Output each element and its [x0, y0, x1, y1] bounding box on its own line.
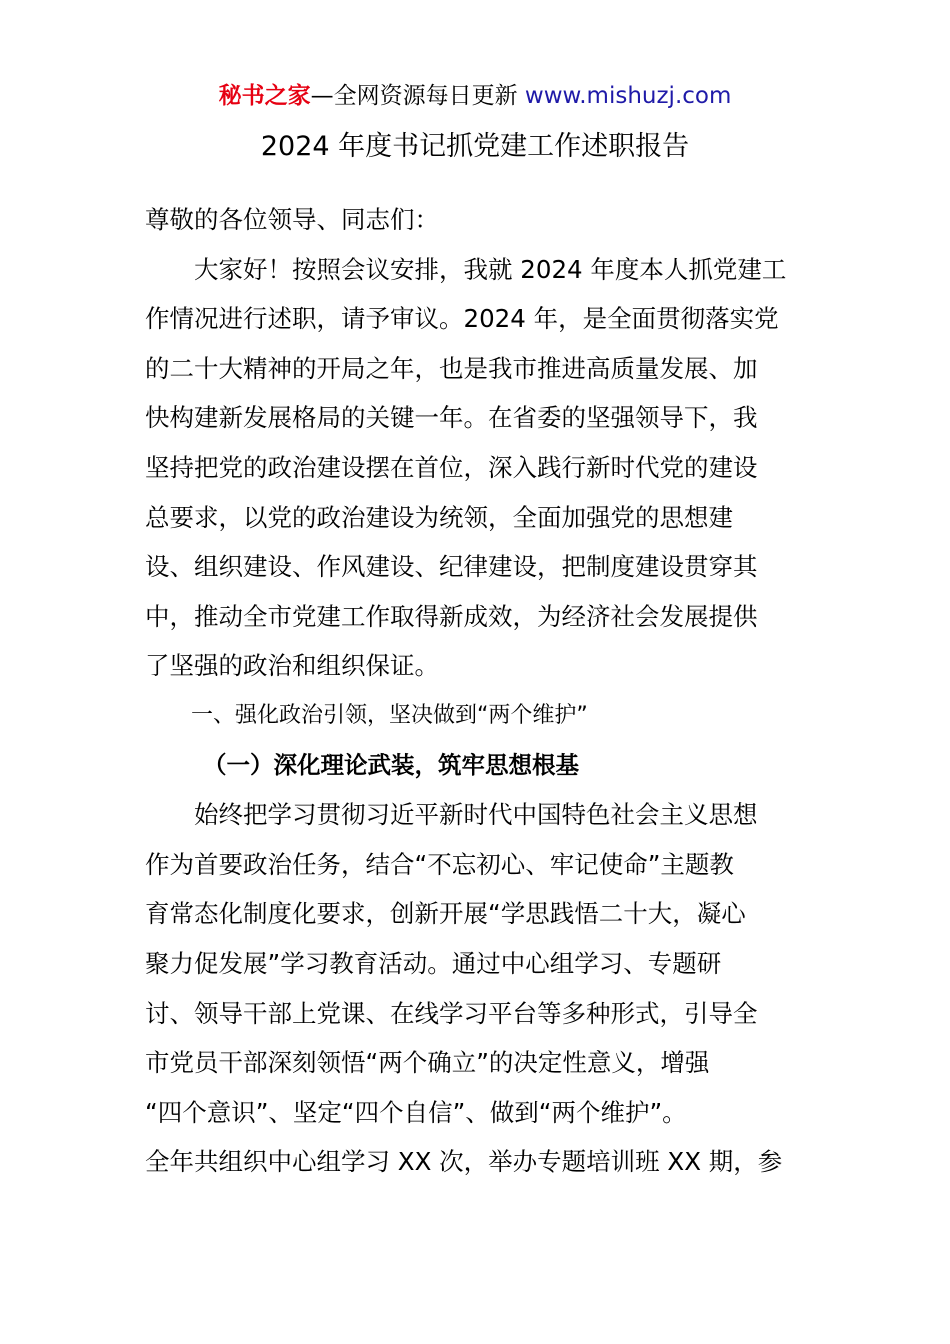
body-line: 中，推动全市党建工作取得新成效，为经济社会发展提供: [145, 601, 758, 631]
document-title: 2024 年度书记抓党建工作述职报告: [260, 131, 690, 162]
site-header: [0, 80, 950, 112]
body-line: 设、组织建设、作风建设、纪律建设，把制度建设贯穿其: [145, 552, 758, 582]
body-line: 作情况进行述职，请予审议。2024 年，是全面贯彻落实党: [145, 304, 779, 334]
body-line: 育常态化制度化要求，创新开展“学思践悟二十大，凝心: [145, 899, 746, 929]
body-line: 全年共组织中心组学习 XX 次，举办专题培训班 XX 期，参: [145, 1147, 783, 1177]
body-line: “四个意识”、坚定“四个自信”、做到“两个维护”。: [145, 1097, 687, 1127]
body-line: 大家好！按照会议安排，我就 2024 年度本人抓党建工: [194, 254, 787, 284]
body-line: 始终把学习贯彻习近平新时代中国特色社会主义思想: [194, 800, 758, 830]
body-line: 讨、领导干部上党课、在线学习平台等多种形式，引导全: [145, 998, 758, 1028]
body-line: 聚力促发展”学习教育活动。通过中心组学习、专题研: [145, 948, 722, 978]
salutation-line: 尊敬的各位领导、同志们：: [145, 205, 439, 234]
body-line: 总要求，以党的政治建设为统领，全面加强党的思想建: [145, 502, 733, 532]
body-line: 了坚强的政治和组织保证。: [145, 651, 439, 681]
section-heading: 一、强化政治引领，坚决做到“两个维护”: [191, 702, 588, 728]
brand-name: 秘书之家: [218, 83, 311, 109]
site-url-link[interactable]: www.mishuzj.com: [524, 83, 732, 109]
header-tagline: —全网资源每日更新: [310, 83, 518, 109]
body-line: 坚持把党的政治建设摆在首位，深入践行新时代党的建设: [145, 452, 758, 482]
body-line: 的二十大精神的开局之年，也是我市推进高质量发展、加: [145, 353, 758, 383]
body-line: 作为首要政治任务，结合“不忘初心、牢记使命”主题教: [145, 849, 734, 879]
document-body: [145, 195, 810, 1187]
body-line: 快构建新发展格局的关键一年。在省委的坚强领导下，我: [145, 403, 758, 433]
body-line: 市党员干部深刻领悟“两个确立”的决定性意义，增强: [145, 1048, 710, 1078]
subsection-heading: （一）深化理论武装，筑牢思想根基: [203, 750, 579, 779]
